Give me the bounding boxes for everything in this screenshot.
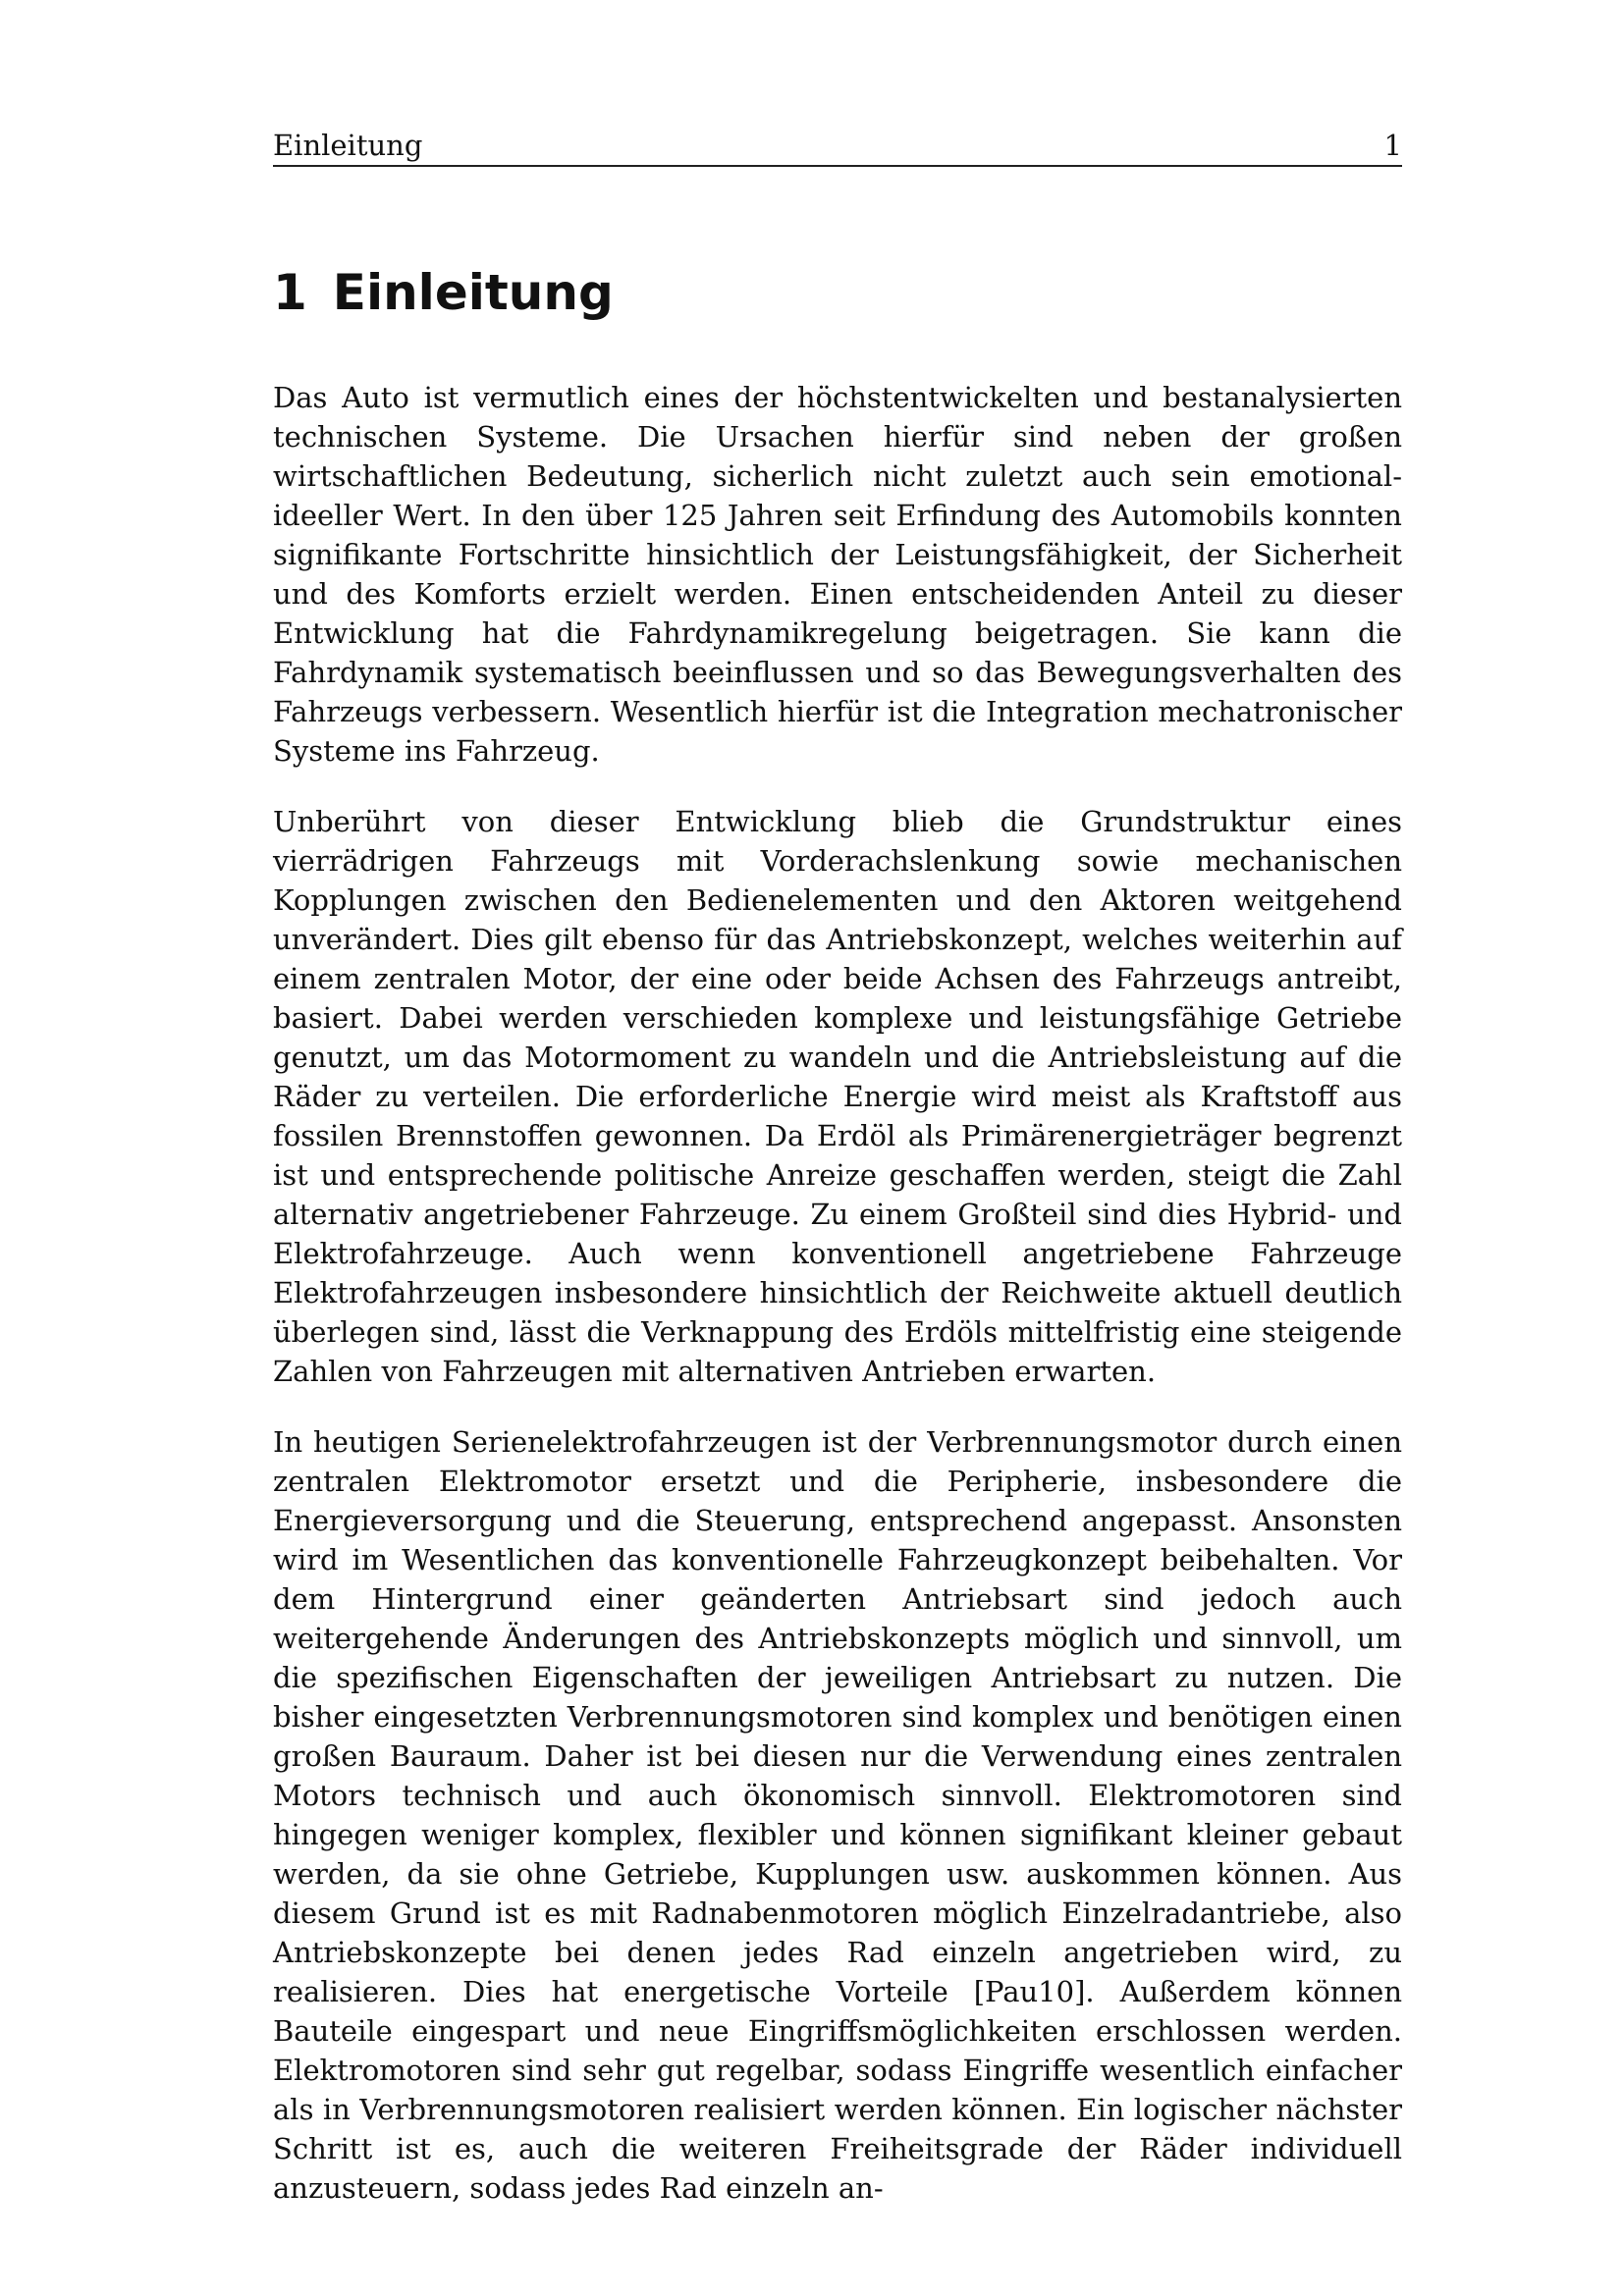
paragraph-3: In heutigen Serienelektrofahrzeugen ist der Verbrennungsmotor durch einen zentralen Elektromotor ersetzt und die Peripherie, insbesondere die Energieversorgung und die Steuerung, entsprechend angepasst. Ansonsten wird im Wesentlichen das konventionelle Fahrzeugkonzept beibehalten. Vor dem Hintergrund einer geänderten Antriebsart sind jedoch auch weitergehende Änderungen des Antriebskonzepts möglich und sinnvoll, um die spezifischen Eigenschaften der jeweiligen Antriebsart zu nutzen. Die bisher eingesetzten Verbrennungsmotoren sind komplex und benötigen einen großen Bauraum. Daher ist bei diesen nur die Verwendung eines zentralen Motors technisch und auch ökonomisch sinnvoll. Elektromotoren sind hingegen weniger komplex, flexibler und können signifikant kleiner gebaut werden, da sie ohne Getriebe, Kupplungen usw. auskommen können. Aus diesem Grund ist es mit Radnabenmotoren möglich Einzelradantriebe, also Antriebskonzepte bei denen jedes Rad einzeln angetrieben wird, zu realisieren. Dies hat energetische Vorteile [Pau10]. Außerdem können Bauteile eingespart und neue Eingriffsmöglichkeiten erschlossen werden. Elektromotoren sind sehr gut regelbar, sodass Eingriffe wesentlich einfacher als in Verbrennungsmotoren realisiert werden können. Ein logischer nächster Schritt ist es, auch die weiteren Freiheitsgrade der Räder individuell anzusteuern, sodass jedes Rad einzeln an-: [273, 1425, 1402, 2205]
paragraph-1: Das Auto ist vermutlich eines der höchstentwickelten und bestanalysierten technischen Systeme. Die Ursachen hierfür sind neben der großen wirtschaftlichen Bedeutung, sicherlich nicht zuletzt auch sein emotional-ideeller Wert. In den über 125 Jahren seit Erfindung des Automobils konnten signifikante Fortschritte hinsichtlich der Leistungsfähigkeit, der Sicherheit und des Komforts erzielt werden. Einen entscheidenden Anteil zu dieser Entwicklung hat die Fahrdynamikregelung beigetragen. Sie kann die Fahrdynamik systematisch beeinflussen und so das Bewegungsverhalten des Fahrzeugs verbessern. Wesentlich hierfür ist die Integration mechatronischer Systeme ins Fahrzeug.: [273, 381, 1402, 768]
chapter-title: Einleitung: [332, 264, 614, 321]
paragraph-2: Unberührt von dieser Entwicklung blieb die Grundstruktur eines vierrädrigen Fahrzeugs mit Vorderachslenkung sowie mechanischen Kopplungen zwischen den Bedienelementen und den Aktoren weitgehend unverändert. Dies gilt ebenso für das Antriebskonzept, welches weiterhin auf einem zentralen Motor, der eine oder beide Achsen des Fahrzeugs antreibt, basiert. Dabei werden verschieden komplexe und leistungsfähige Getriebe genutzt, um das Motormoment zu wandeln und die Antriebsleistung auf die Räder zu verteilen. Die erforderliche Energie wird meist als Kraftstoff aus fossilen Brennstoffen gewonnen. Da Erdöl als Primärenergieträger begrenzt ist und entsprechende politische Anreize geschaffen werden, steigt die Zahl alternativ angetriebener Fahrzeuge. Zu einem Großteil sind dies Hybrid- und Elektrofahrzeuge. Auch wenn konventionell angetriebene Fahrzeuge Elektrofahrzeugen insbesondere hinsichtlich der Reichweite aktuell deutlich überlegen sind, lässt die Verknappung des Erdöls mittelfristig eine steigende Zahlen von Fahrzeugen mit alternativen Antrieben erwarten.: [273, 805, 1402, 1388]
running-header: [273, 126, 1402, 167]
chapter-heading: [273, 263, 614, 322]
header-page-number: 1: [1383, 129, 1402, 162]
body-text: [273, 378, 1402, 2239]
chapter-number: 1: [273, 264, 307, 321]
header-section-title: Einleitung: [273, 129, 423, 162]
